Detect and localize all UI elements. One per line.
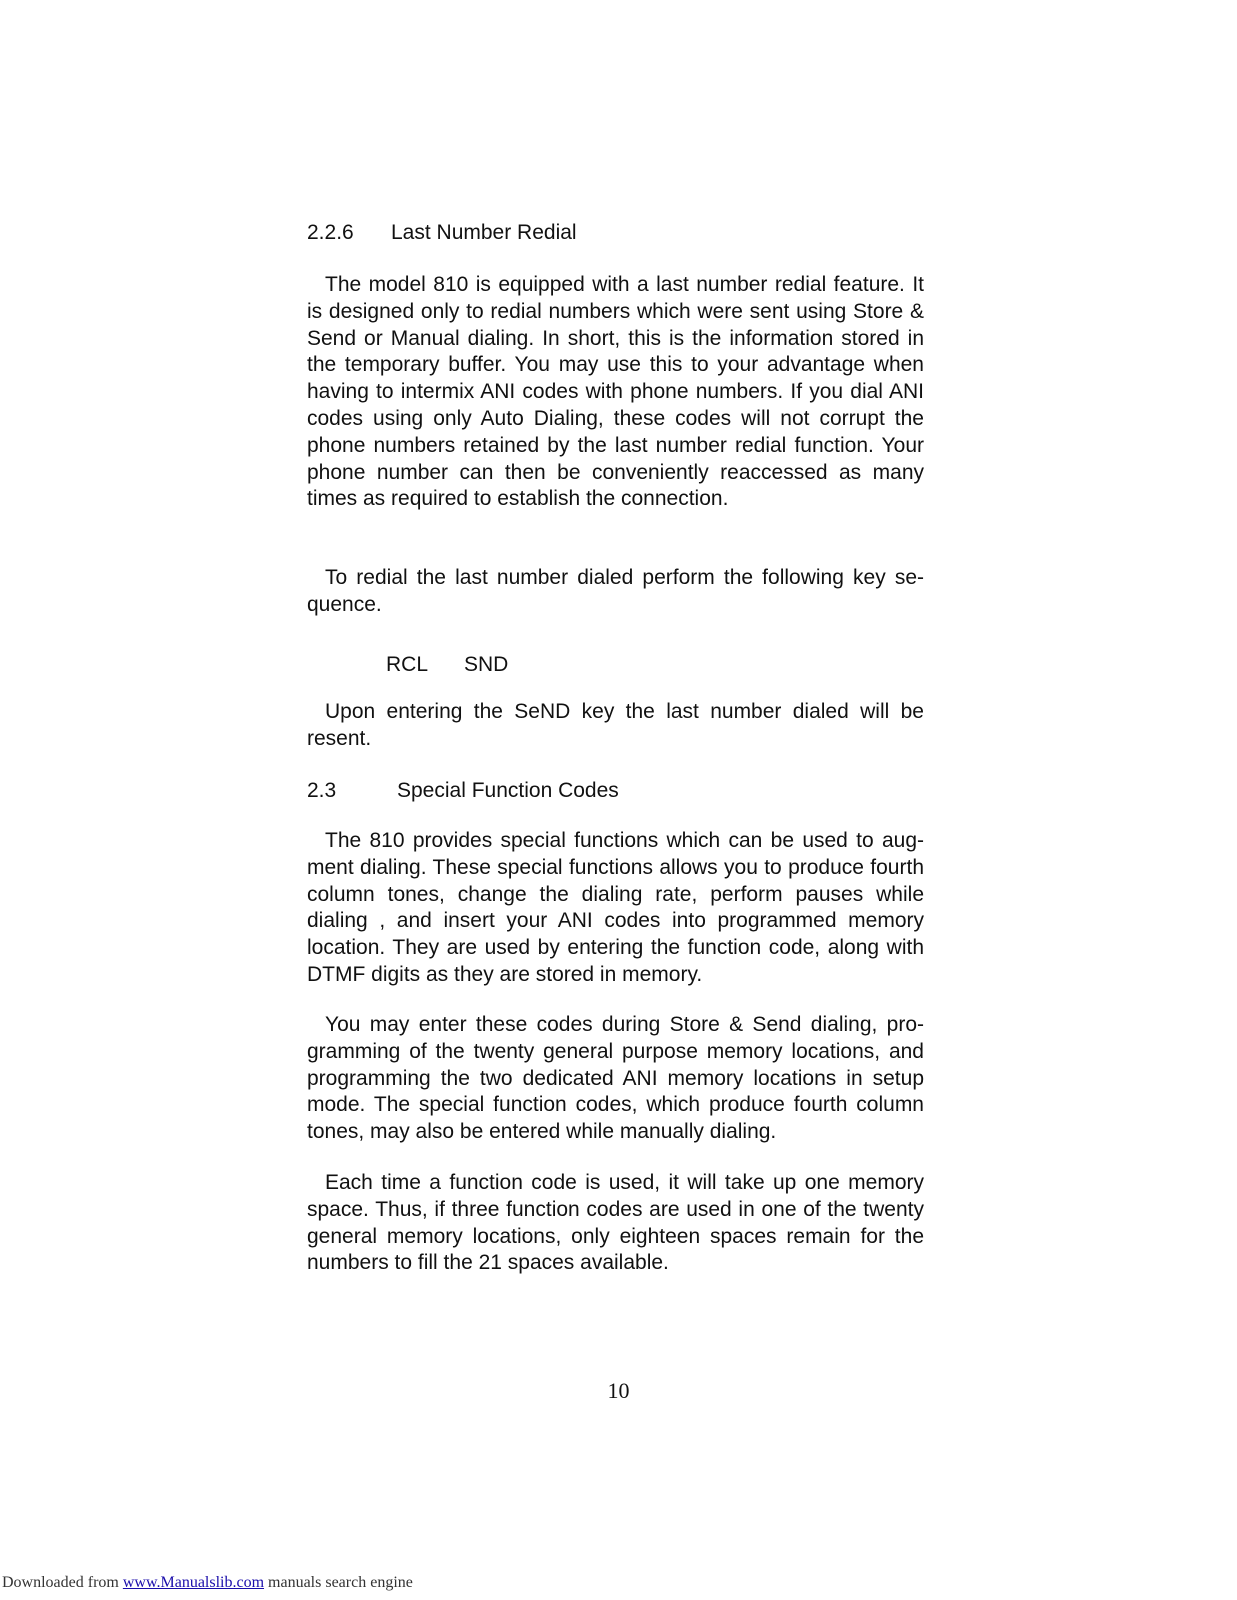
download-footer	[2, 1574, 413, 1592]
section-number: 2.2.6	[307, 221, 354, 244]
footer-suffix: manuals search engine	[264, 1574, 413, 1591]
section-title: Special Function Codes	[397, 779, 619, 802]
section-heading-2-2-6	[307, 220, 577, 246]
section-number: 2.3	[307, 779, 337, 802]
page-number: 10	[607, 1378, 630, 1403]
paragraph-redial-instructions: To redial the last number dialed perform the following key sequence.	[307, 566, 924, 616]
section-heading-2-3	[307, 778, 619, 804]
key-snd: SND	[464, 653, 509, 676]
key-rcl: RCL	[386, 653, 429, 676]
paragraph-last-number-redial: The model 810 is equipped with a last number redial feature. It is designed only to redial numbers which were sent using Store & Send or Manual dialing. In short, this is the information stored in the temporary buffer. You may use this to your advantage when having to intermix ANI codes with phone numbers. If you dial ANI codes using only Auto Dialing, these codes will not corrupt the phone numbers retained by the last number redial function. Your phone number can then be conveniently reaccessed as many times as required to establish the connection.	[307, 273, 924, 511]
section-title: Last Number Redial	[391, 221, 577, 244]
footer-prefix: Downloaded from	[2, 1574, 123, 1591]
paragraph-send-key: Upon entering the SeND key the last number dialed will be resent.	[307, 700, 924, 750]
manualslib-link[interactable]: www.Manualslib.com	[122, 1574, 265, 1591]
paragraph-special-functions: The 810 provides special functions which can be used to augment dialing. These special functions allows you to produce fourth column tones, change the dialing rate, perform pauses while dialing , and insert your ANI codes into programmed memory location. They are used by entering the function code, along with DTMF digits as they are stored in memory.	[307, 829, 924, 986]
key-sequence	[386, 652, 508, 678]
paragraph-entering-codes: You may enter these codes during Store & Send dialing, programming of the twenty general purpose memory locations, and programming the two dedicated ANI memory locations in setup mode. The special function codes, which produce fourth column tones, may also be entered while manually dialing.	[307, 1013, 924, 1144]
paragraph-memory-space: Each time a function code is used, it will take up one memory space. Thus, if three function codes are used in one of the twenty general memory locations, only eighteen spaces remain for the numbers to fill the 21 spaces available.	[307, 1171, 924, 1275]
